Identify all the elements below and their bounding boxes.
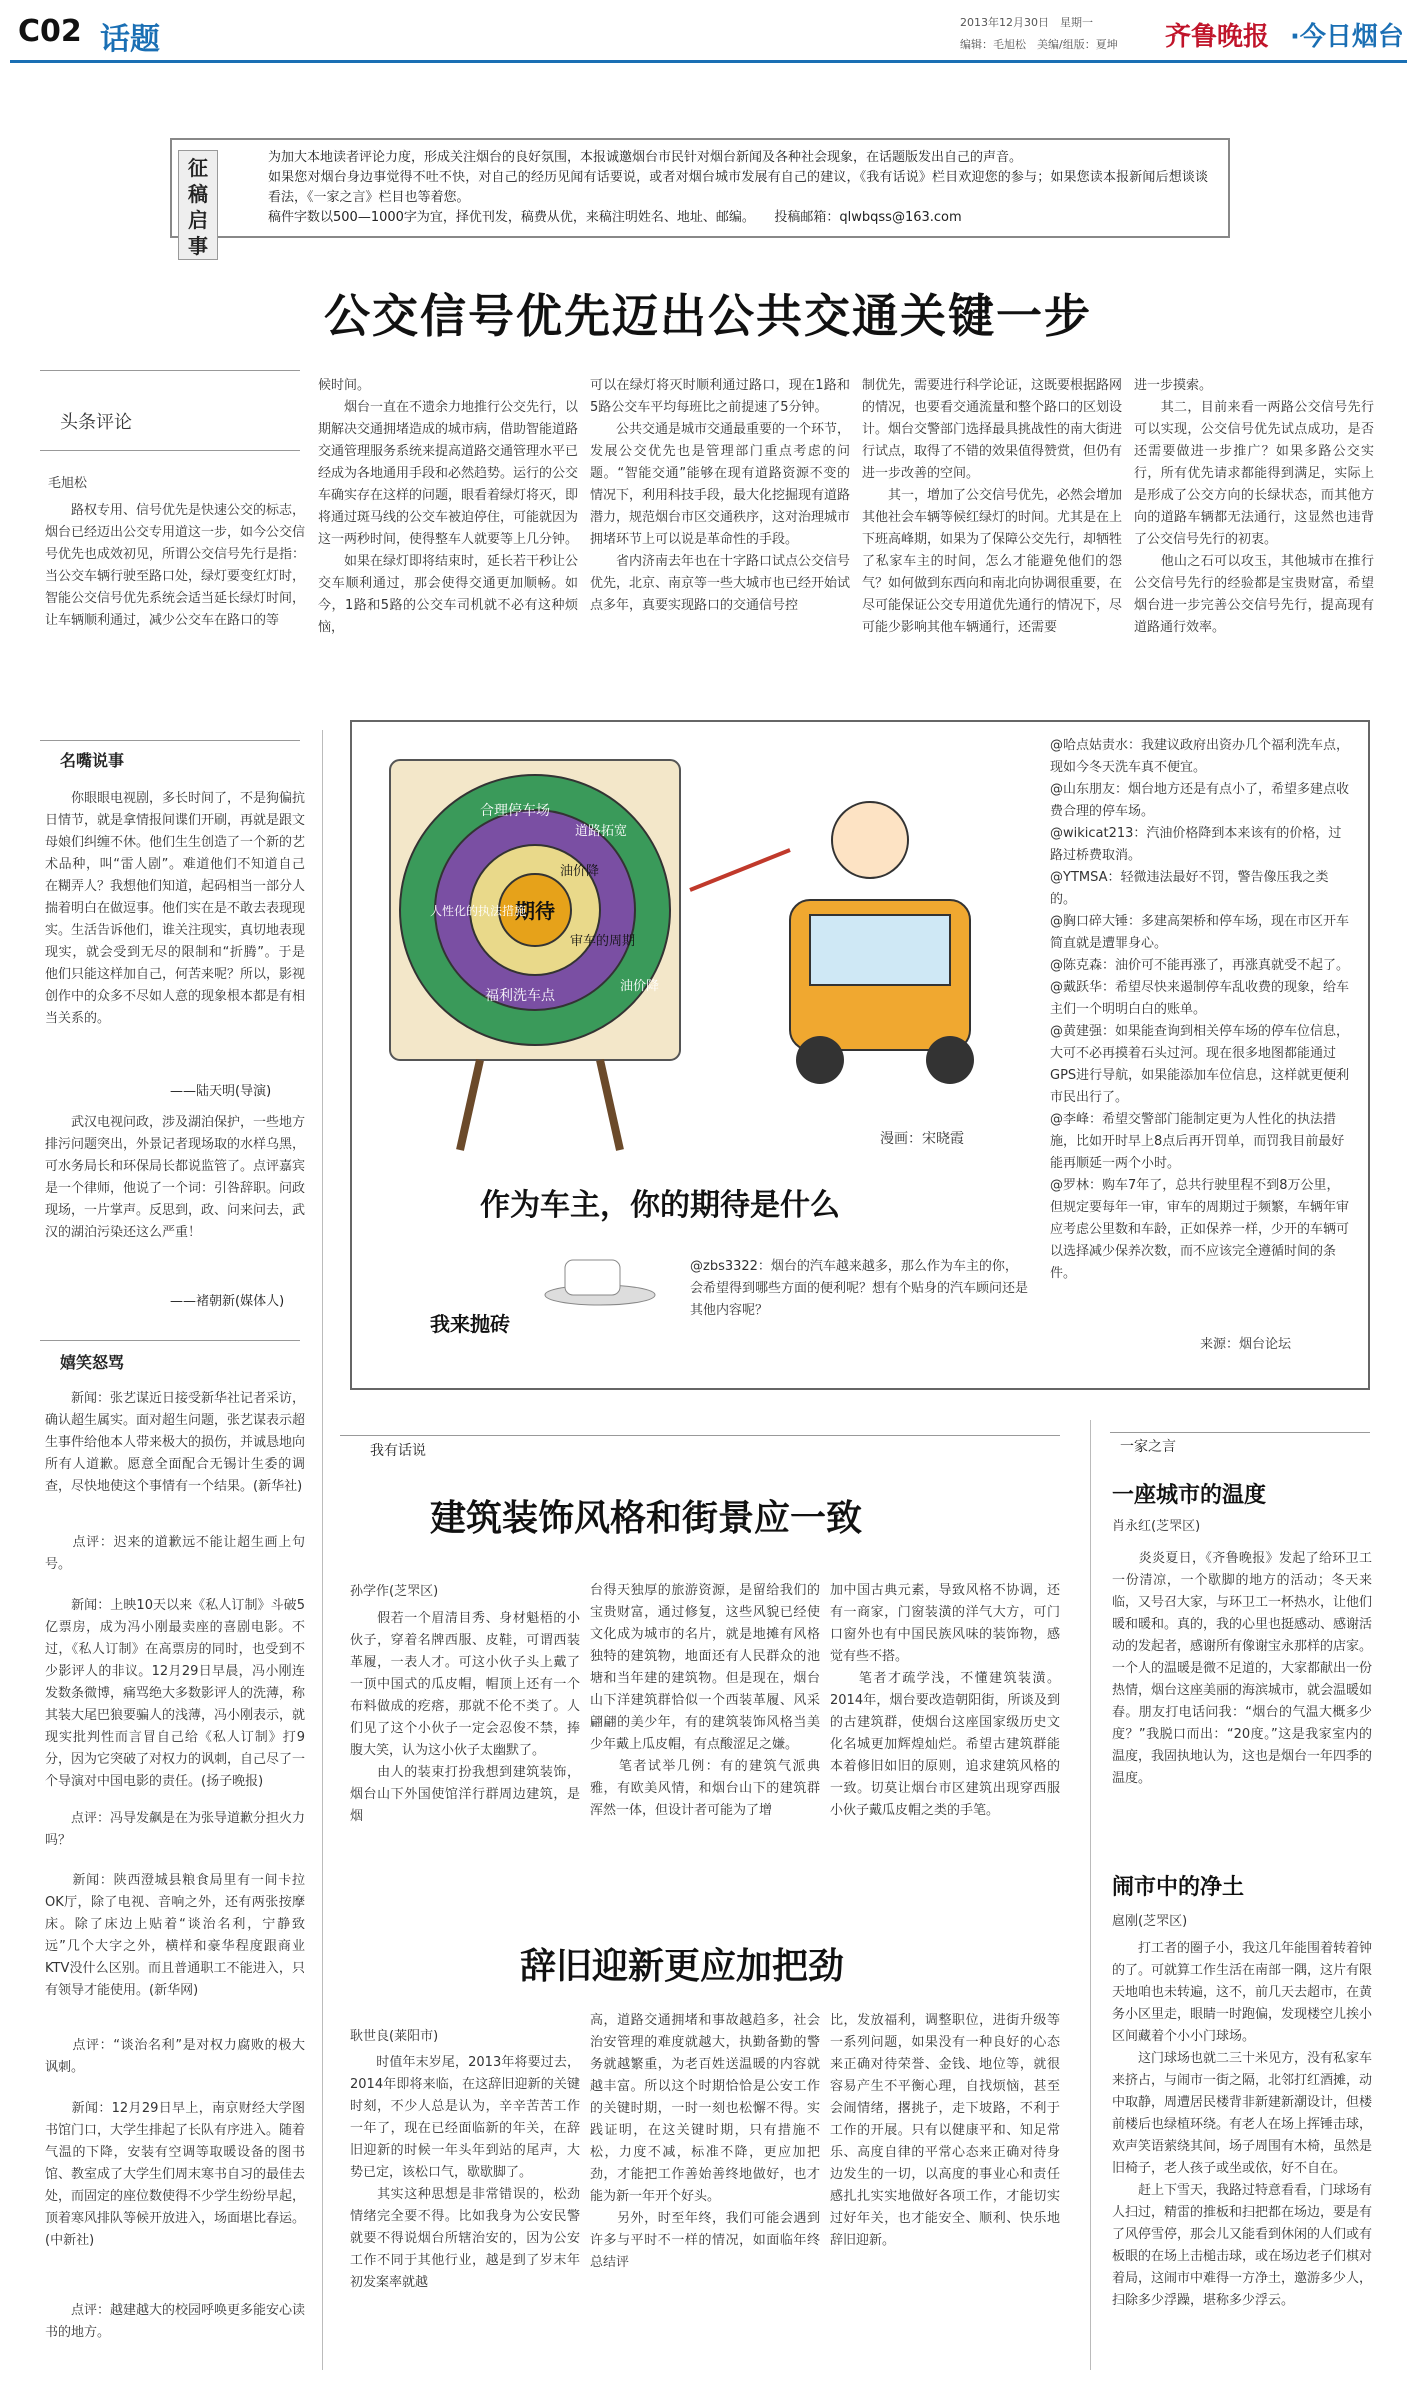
left-news-1: 新闻：张艺谋近日接受新华社记者采访，确认超生属实。面对超生问题，张艺谋表示超生事件给他本人带来极大的损伤，并诚恳地向所有人道歉。愿意全面配合无锡计生委的调查，尽快地使这个事情有一个结果。(新华社)	[45, 1391, 306, 1494]
board-leg-left	[460, 1060, 480, 1150]
car-wheel-right	[926, 1036, 974, 1084]
call-for-submissions-tag: 征稿启事	[178, 150, 218, 260]
opinion-1-column-2: 台得天独厚的旅游资源，是留给我们的宝贵财富，通过修复，这些风貌已经使文化成为城市的名片，就是地摊有风格独特的建筑物，地面还有人民群众的池塘和当年建的建筑物。但是现在，烟台山下洋建筑群恰似一个西装革履、风采翩翩的美少年，有的建筑装饰风格当美少年戴上瓜皮帽，有点酸涩足之嫌。 笔者试举几例：有的建筑气派典雅，有欧美风情，和烟台山下的建筑群浑然一体，但设计者可能为了增	[590, 1583, 820, 1818]
newspaper-edition: ·今日烟台	[1290, 22, 1404, 52]
left-comment-2: 点评：冯导发飙是在为张导道歉分担火力吗？	[45, 1811, 306, 1848]
driver-head	[832, 802, 908, 878]
right-article-2-title: 闹市中的净土	[1112, 1875, 1245, 1900]
left-tag-rule	[40, 740, 300, 741]
dart	[690, 850, 790, 890]
right-article-1-text: 炎炎夏日，《齐鲁晚报》发起了给环卫工一份清凉，一个歇脚的地方的活动；冬天来临，又号召大家，与环卫工一杯热水，让他们暖和暖和。真的，我的心里也挺感动、感谢活动的发起者，感谢所有像谢宝永那样的店家。一个人的温暖是微不足道的，大家都献出一份热情，烟台这座美丽的海滨城市，就会温暖如春。朋友打电话问我：“烟台的气温大概多少度？”我脱口而出：“20度。”这是我家室内的温度，我固执地认为，这也是烟台一年四季的温度。	[1112, 1551, 1373, 1786]
right-article-1-author: 肖永红(芝罘区)	[1112, 1519, 1201, 1534]
page-code: C02	[18, 14, 82, 49]
left-comment-4: 点评：越建越大的校园呼唤更多能安心读书的地方。	[45, 2303, 306, 2340]
cartoon-credit: 漫画：宋晓霞	[880, 1131, 964, 1147]
right-column-divider	[1090, 1420, 1091, 2370]
lead-column-3: 可以在绿灯将灭时顺利通过路口，现在1路和5路公交车平均每班比之前提速了5分钟。 公共交通是城市交通最重要的一个环节，发展公交优先也是管理部门重点考虑的问题。“智能交通”能够在现有道路资源不变的情况下，利用科技手段，最大化挖掘现有道路潜力，规范烟台市区交通秩序，这对治理城市拥堵环节上可以说是革命性的手段。 省内济南去年也在十字路口试点公交信号优先，北京、南京等一些大城市也已经开始试点多年，真要实现路口的交通信号控	[590, 378, 851, 613]
target-center-label: 期待	[515, 899, 555, 923]
right-article-2-text: 打工者的圈子小，我这几年能围着转着钟的了。可就算工作生活在南部一隅，这片有限天地咱也未转遍，这不，前几天去超市，在黄务小区里走，眼睛一时跑偏，发现楼空儿挨小区间藏着个小小门球场。 这门球场也就二三十米见方，没有私家车来挤占，与闹市一街之隔，北邻打红酒摊，动中取静，周遭居民楼背非新建新潮设计，但楼前楼后也绿植环绕。有老人在场上挥锤击球，欢声笑语萦绕其间，场子周围有木椅，虽然是旧椅子，老人孩子或坐或依，好不自在。 赶上下雪天，我路过特意看看，门球场有人扫过，精雷的推板和扫把都在场边，要是有了风停雪停，那会儿又能看到休闲的人们或有板眼的在场上击槌击球，或在场边老子们棋对着局，这闹市中难得一方净土，邀游多少人，扫除多少浮躁，堪称多少浮云。	[1112, 1941, 1373, 2308]
lead-column-5: 进一步摸索。 其二，目前来看一两路公交信号先行可以实现，公交信号优先试点成功，是否还需要做进一步推广？如果多路公交实行，所有优先请求都能得到满足，实际上是形成了公交方向的长绿状态，而其他方向的道路车辆都无法通行，这显然也违背了公交信号先行的初衷。 他山之石可以攻玉，其他城市在推行公交信号先行的经验都是宝贵财富，希望烟台进一步完善公交信号先行，提高现有道路通行效率。	[1134, 378, 1374, 635]
left-news-4: 新闻：12月29日早上，南京财经大学图书馆门口，大学生排起了长队有序进入。随着气温的下降，安装有空调等取暖设备的图书馆、教室成了大学生们周末寒书自习的最佳去处，而固定的座位数使得不少学生纷纷早起，顶着寒风排队等候开放进入，场面堪比春运。(中新社)	[45, 2101, 306, 2248]
lead-headline: 公交信号优先迈出公共交通关键一步	[324, 289, 1092, 343]
lead-tag-rule-bottom	[40, 450, 300, 451]
section-title: 话题	[100, 22, 160, 57]
car-wheel-left	[796, 1036, 844, 1084]
call-for-submissions-text: 为加大本地读者评论力度，形成关注烟台的良好氛围，本报诚邀烟台市民针对烟台新闻及各种社会现象，在话题版发出自己的声音。 如果您对烟台身边事觉得不吐不快，对自己的经历见闻有话要说，或者对烟台城市发展有自己的建议，《我有话说》栏目欢迎您的参与；如果您读本报新闻后想谈谈看法，《一家之言》栏目也等着您。 稿件字数以500—1000字为宜，择优刊发，稿费从优，来稿注明姓名、地址、邮编。 投稿邮箱：qlwbqss@163.com	[268, 150, 1208, 225]
target-segment-4: 审车的周期	[570, 934, 636, 949]
header-rule	[10, 60, 1407, 63]
cartoon-title: 作为车主，你的期待是什么	[480, 1188, 840, 1223]
opinion-1-author: 孙学作(芝罘区)	[350, 1584, 439, 1599]
lead-column-1: 路权专用、信号优先是快速公交的标志，烟台已经迈出公交专用道这一步，如今公交信号优先也成效初见，所谓公交信号先行是指：当公交车辆行驶至路口处，绿灯要变红灯时，智能公交信号优先系统会适当延长绿灯时间，让车辆顺利通过，减少公交车在路口的等	[45, 503, 306, 628]
newspaper-brand: 齐鲁晚报	[1165, 22, 1270, 52]
teacup-illustration	[540, 1240, 670, 1310]
board-leg-right	[600, 1060, 620, 1150]
right-column-tag: 一家之言	[1120, 1439, 1176, 1455]
opinion-2-column-3: 比，发放福利，调整职位，进街升级等一系列问题，如果没有一种良好的心态来正确对待荣誉、金钱、地位等，就很容易产生不平衡心理，自找烦恼，甚至会闹情绪，撂挑子，走下坡路，不利于工作的开展。只有以健康平和、知足常乐、高度自律的平常心态来正确对待身边发生的一切，以高度的事业心和责任感扎扎实实地做好各项工作，才能切实过好年关，也才能安全、顺利、快乐地辞旧迎新。	[830, 2013, 1060, 2248]
left-tag-rule-2	[40, 1340, 300, 1341]
left-item-2: 武汉电视问政，涉及湖泊保护，一些地方排污问题突出，外景记者现场取的水样乌黑，可水务局长和环保局长都说监管了。点评嘉宾是一个律师，他说了一个词：引咎辞职。问政现场，一片掌声。反思到，政、问来问去，武汉的湖泊污染还这么严重！	[45, 1115, 306, 1240]
reader-comments: @哈点姑责水：我建议政府出资办几个福利洗车点，现如今冬天洗车真不便宜。 @山东朋友：烟台地方还是有点小了，希望多建点收费合理的停车场。 @wikicat213：汽油价格降到本来该有的价格，过路过桥费取消。 @YTMSA：轻微违法最好不罚，警告像压我之类的。 @胸口碎大锤：多建高架桥和停车场，现在市区开车简直就是遭罪身心。 @陈克森：油价可不能再涨了，再涨真就受不起了。 @戴跃华：希望尽快来遏制停车乱收费的现象，给车主们一个明明白白的账单。 @黄建强：如果能查询到相关停车场的停车位信息，大可不必再摸着石头过河。现在很多地图都能通过GPS进行导航，如果能添加车位信息，这样就更便利市民出行了。 @李峰：希望交警部门能制定更为人性化的执法措施，比如开时早上8点后再开罚单，而罚我目前最好能再顺延一两个小时。 @罗林：购车7年了，总共行驶里程不到8万公里，但规定要每年一审，审车的周期过于频繁，车辆年审应考虑公里数和车龄，正如保养一样，少开的车辆可以选择减少保养次数，而不应该完全遵循时间的条件。	[1050, 738, 1350, 1281]
opinion-2-column-1: 时值年末岁尾，2013年将要过去，2014年即将来临，在这辞旧迎新的关键时刻，不少人总是认为，辛辛苦苦工作一年了，现在已经面临新的年关，在辞旧迎新的时候一年头年到站的尾声，大势已定，该松口气，歇歇脚了。 其实这种思想是非常错误的，松劲情绪完全要不得。比如我身为公安民警就要不得说烟台所辖治安的，因为公安工作不同于其他行业，越是到了岁末年初发案率就越	[350, 2055, 580, 2290]
target-segment-7: 油价降	[620, 979, 660, 994]
reader-comment-prompt: @zbs3322：烟台的汽车越来越多，那么作为车主的你，会希望得到哪些方面的便利呢？想有个贴身的汽车顾问还是其他内容呢？	[690, 1259, 1029, 1318]
left-comment-1: 点评：迟来的道歉远不能让超生画上句号。	[45, 1535, 305, 1572]
left-item-1-signature: ——陆天明(导演)	[170, 1084, 272, 1099]
opinion-column-tag: 我有话说	[370, 1443, 426, 1459]
left-item-2-signature: ——褚朝新(媒体人)	[170, 1294, 285, 1309]
target-segment-1: 合理停车场	[480, 803, 550, 819]
left-column-tag-2: 嬉笑怒骂	[60, 1353, 125, 1372]
opinion-tag-rule	[340, 1435, 1060, 1436]
left-column-divider	[322, 730, 323, 2370]
cartoon-illustration	[370, 740, 990, 1160]
opinion-1-column-1: 假若一个眉清目秀、身材魁梧的小伙子，穿着名牌西服、皮鞋，可谓西装革履，一表人才。可这小伙子头上戴了一顶中国式的瓜皮帽，帽顶上还有一个布料做成的疙瘩，那就不伦不类了。人们见了这个小伙子一定会忍俊不禁，捧腹大笑，认为这小伙子太幽默了。 由人的装束打扮我想到建筑装饰，烟台山下外国使馆洋行群周边建筑，是烟	[350, 1611, 580, 1824]
right-article-1-title: 一座城市的温度	[1112, 1483, 1267, 1508]
lead-tag-rule	[40, 370, 300, 371]
target-segment-2: 道路拓宽	[575, 824, 628, 839]
target-segment-5: 人性化的执法措施	[430, 904, 527, 918]
left-item-1: 你眼眼电视剧，多长时间了，不是狗偏抗日情节，就是拿情报间谍们开刷，再就是跟文母娘们纠缠不休。他们生生创造了一个新的艺术品种，叫“雷人剧”。难道他们不知道自己在糊弄人？我想他们知道，起码相当一部分人揣着明白在做逗事。他们实在是不敢去表现现实。生活告诉他们，谁关注现实，真切地表现现实，就会受到无尽的限制和“折腾”。于是他们只能这样加自己，何苦来呢？所以，影视创作中的众多不尽如人意的现象根本都是有相当关系的。	[45, 791, 306, 1026]
right-article-2-author: 扈刚(芝罘区)	[1112, 1914, 1188, 1929]
left-news-3: 新闻：陕西澄城县粮食局里有一间卡拉OK厅，除了电视、音响之外，还有两张按摩床。除了床边上贴着“谈治名利，宁静致远”几个大字之外，横样和豪华程度跟商业KTV没什么区别。而且普通职工不能进入，只有领导才能使用。(新华网)	[45, 1873, 305, 1998]
cartoon-source: 来源：烟台论坛	[1200, 1337, 1292, 1352]
left-news-2: 新闻：上映10天以来《私人订制》斗破5亿票房，成为冯小刚最卖座的喜剧电影。不过，《私人订制》在高票房的同时，也受到不少影评人的非议。12月29日早晨，冯小刚连发数条微博，痛骂绝大多数影评人的洗薄，称其装大尾巴狼要骗人的浅薄，冯小刚表示，就现实批判性而言冒自己给《私人订制》打9分，因为它突破了对权力的讽刺，自己尽了一个导演对中国电影的责任。(扬子晚报)	[45, 1598, 306, 1789]
opinion-2-author: 耿世良(莱阳市)	[350, 2029, 439, 2044]
lead-column-4: 制优先，需要进行科学论证，这既要根据路网的情况，也要看交通流量和整个路口的区划设计。烟台交警部门选择最具挑战性的南大街进行试点，取得了不错的效果值得赞赏，但仍有进一步改善的空间。 其一，增加了公交信号优先，必然会增加其他社会车辆等候红绿灯的时间。尤其是在上下班高峰期，如果为了保障公交先行，却牺牲了私家车主的时间，怎么才能避免他们的怨气？如何做到东西向和南北向协调很重要，在尽可能保证公交专用道优先通行的情况下，尽可能少影响其他车辆通行，还需要	[862, 378, 1123, 635]
right-tag-rule	[1110, 1432, 1370, 1433]
target-segment-6: 福利洗车点	[485, 988, 555, 1004]
issue-date: 2013年12月30日 星期一	[960, 16, 1093, 29]
target-segment-3: 油价降	[560, 864, 600, 879]
lead-column-tag: 头条评论	[60, 412, 132, 433]
throw-brick-label: 我来抛砖	[430, 1312, 510, 1336]
lead-author: 毛旭松	[48, 476, 88, 491]
lead-column-2: 候时间。 烟台一直在不遗余力地推行公交先行，以期解决交通拥堵造成的城市病，借助智能道路交通管理服务系统来提高道路交通管理水平已经成为各地通用手段和必然趋势。运行的公交车确实存在这样的问题，眼看着绿灯将灭，即将通过斑马线的公交车被迫停住，可能就因为这一两秒时间，使得整车人就要等上几分钟。 如果在绿灯即将结束时，延长若干秒让公交车顺利通过，那会使得交通更加顺畅。如今，1路和5路的公交车司机就不必有这种烦恼，	[318, 378, 579, 635]
left-column-tag-1: 名嘴说事	[60, 751, 125, 770]
car-windshield	[810, 915, 950, 985]
left-comment-3: 点评：“谈治名利”是对权力腐败的极大讽刺。	[45, 2038, 305, 2075]
opinion-1-title: 建筑装饰风格和街景应一致	[430, 1498, 863, 1539]
opinion-2-title: 辞旧迎新更应加把劲	[520, 1946, 845, 1987]
opinion-2-column-2: 高，道路交通拥堵和事故越趋多，社会治安管理的难度就越大，执勤备勤的警务就越繁重，为老百姓送温暖的内容就越丰富。所以这个时期恰恰是公安工作的关键时期，一时一刻也松懈不得。实践证明，在这关键时期，只有措施不松，力度不减，标准不降，更应加把劲，才能把工作善始善终地做好，也才能为新一年开个好头。 另外，时至年终，我们可能会遇到许多与平时不一样的情况，如面临年终总结评	[590, 2013, 820, 2270]
opinion-1-column-3: 加中国古典元素，导致风格不协调，还有一商家，门窗装潢的洋气大方，可门口窗外也有中国民族风味的装饰物，感觉有些不搭。 笔者才疏学浅，不懂建筑装潢。2014年，烟台要改造朝阳街，所谈及到的古建筑群，使烟台这座国家级历史文化名城更加辉煌灿烂。希望古建筑群能本着修旧如旧的原则，追求建筑风格的一致。切莫让烟台市区建筑出现穿西服小伙子戴瓜皮帽之类的手笔。	[830, 1583, 1060, 1818]
editors-credit: 编辑：毛旭松 美编/组版：夏坤	[960, 38, 1118, 51]
